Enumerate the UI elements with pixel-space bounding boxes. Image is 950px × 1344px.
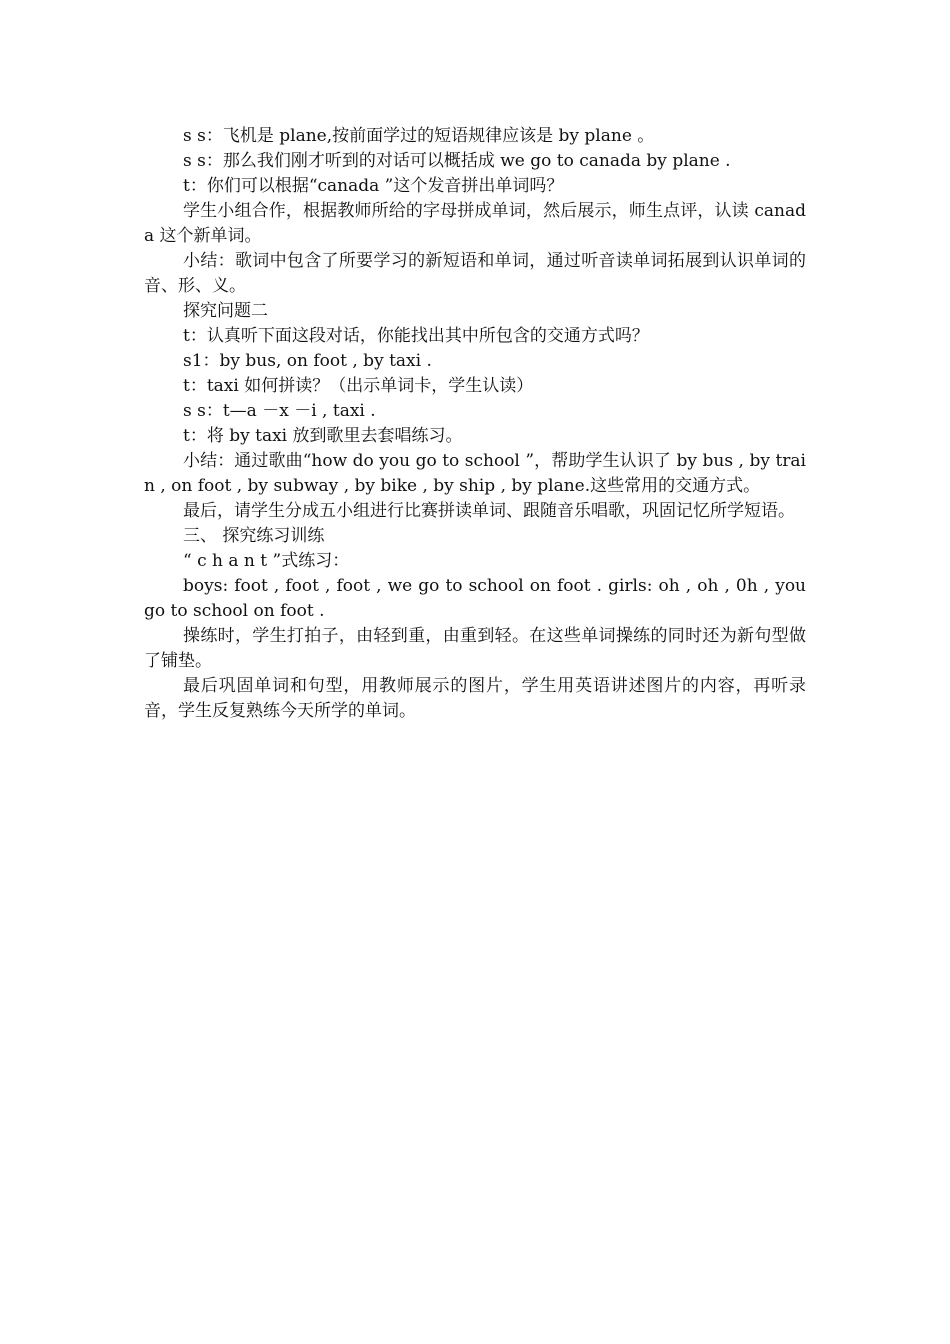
paragraph-11: t：将 by taxi 放到歌里去套唱练习。 xyxy=(183,426,463,446)
paragraph-2: s s：那么我们刚才听到的对话可以概括成 we go to canada by plane . xyxy=(183,151,731,171)
section-heading-practice: 三、 探究练习训练 xyxy=(183,526,325,546)
paragraph-5: 小结：歌词中包含了所要学习的新短语和单词，通过听音读单词拓展到认识单词的音、形、义。 xyxy=(144,251,806,296)
section-heading-explore-2: 探究问题二 xyxy=(183,301,268,321)
paragraph-15: “ c h a n t ”式练习： xyxy=(183,551,350,571)
paragraph-4: 学生小组合作，根据教师所给的字母拼成单词，然后展示，师生点评，认读 canada 这个新单词。 xyxy=(144,201,806,246)
paragraph-17: 操练时，学生打拍子，由轻到重，由重到轻。在这些单词操练的同时还为新句型做了铺垫。 xyxy=(144,626,806,671)
document-body xyxy=(144,124,806,724)
paragraph-3: t：你们可以根据“canada ”这个发音拼出单词吗？ xyxy=(183,176,564,196)
paragraph-9: t：taxi 如何拼读？（出示单词卡，学生认读） xyxy=(183,376,534,396)
paragraph-8: s1：by bus, on foot , by taxi . xyxy=(183,351,432,371)
paragraph-10: s s：t—a －x －i , taxi . xyxy=(183,401,376,421)
paragraph-13: 最后，请学生分成五小组进行比赛拼读单词、跟随音乐唱歌，巩固记忆所学短语。 xyxy=(183,501,795,521)
paragraph-1: s s：飞机是 plane,按前面学过的短语规律应该是 by plane 。 xyxy=(183,126,655,146)
paragraph-7: t：认真听下面这段对话，你能找出其中所包含的交通方式吗？ xyxy=(183,326,649,346)
paragraph-16: boys: foot , foot , foot , we go to school on foot . girls: oh , oh , 0h , you go to school on foot . xyxy=(144,576,806,621)
paragraph-12: 小结：通过歌曲“how do you go to school ”，帮助学生认识了 by bus , by train , on foot , by subway , by bike , by ship , by plane.这些常用的交通方式。 xyxy=(144,451,806,496)
paragraph-18: 最后巩固单词和句型，用教师展示的图片，学生用英语讲述图片的内容，再听录音，学生反复熟练今天所学的单词。 xyxy=(144,676,806,721)
